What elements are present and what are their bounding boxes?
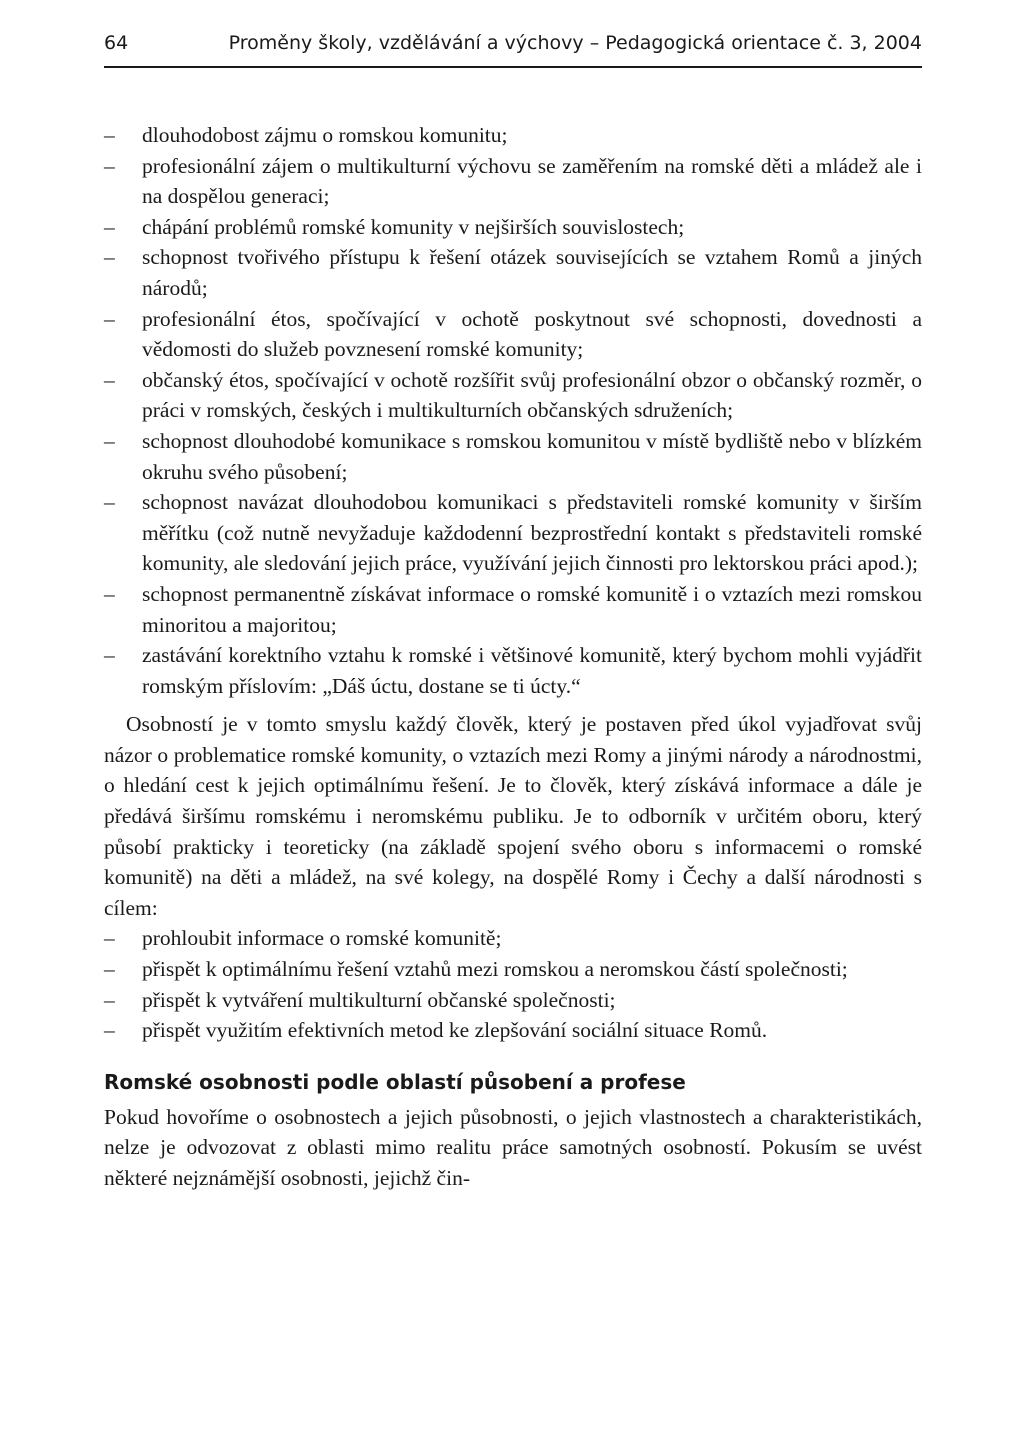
list-item: – přispět využitím efektivních metod ke zlepšování sociální situace Romů. [104,1015,922,1046]
list-item: – schopnost permanentně získávat informace o romské komunitě i o vztazích mezi romskou minoritou a majoritou; [104,579,922,640]
goals-list [104,923,922,1045]
list-item: – přispět k vytváření multikulturní občanské společnosti; [104,985,922,1016]
section-heading: Romské osobnosti podle oblastí působení a profese [104,1069,686,1094]
list-item: – přispět k optimálnímu řešení vztahů mezi romskou a neromskou částí společnosti; [104,954,922,985]
list-item: – profesionální étos, spočívající v ochotě poskytnout své schopnosti, dovednosti a vědomosti do služeb povznesení romské komunity; [104,304,922,365]
requirements-list [104,120,922,701]
paragraph: Pokud hovoříme o osobnostech a jejich působnosti, o jejich vlastnostech a charakteristikách, nelze je odvozovat z oblasti mimo realitu práce samotných osobností. Pokusím se uvést některé nejznámější osobnosti, jejichž čin- [104,1104,922,1190]
list-item: – zastávání korektního vztahu k romské i většinové komunitě, který bychom mohli vyjádřit romským příslovím: „Dáš úctu, dostane se ti úcty.“ [104,640,922,701]
list-item: – občanský étos, spočívající v ochotě rozšířit svůj profesionální obzor o občanský rozměr, o práci v romských, českých i multikulturních občanských sdruženích; [104,365,922,426]
header-rule [104,66,922,68]
list-item: – schopnost tvořivého přístupu k řešení otázek souvisejících se vztahem Romů a jiných národů; [104,242,922,303]
list-item: – dlouhodobost zájmu o romskou komunitu; [104,120,922,151]
journal-title: Proměny školy, vzdělávání a výchovy – Pedagogická orientace č. 3, 2004 [228,32,922,54]
list-item: – chápání problémů romské komunity v nejširších souvislostech; [104,212,922,243]
page-number: 64 [104,32,129,54]
document-page [104,0,922,1432]
running-header [104,30,922,64]
list-item: – schopnost navázat dlouhodobou komunikaci s představiteli romské komunity v širším měřítku (což nutně nevyžaduje každodenní bezprostřední kontakt s představiteli romské komunity, ale sledování jejich práce, využívání jejich činnosti pro lektorskou práci apod.); [104,487,922,579]
list-item: – prohloubit informace o romské komunitě; [104,923,922,954]
body-text [104,120,922,1194]
paragraph: Osobností je v tomto smyslu každý člověk, který je postaven před úkol vyjadřovat svůj názor o problematice romské komunity, o vztazích mezi Romy a jinými národy a národnostmi, o hledání cest k jejich optimálnímu řešení. Je to člověk, který získává informace a dále je předává širšímu romskému i neromskému publiku. Je to odborník v určitém oboru, který působí prakticky i teoreticky (na základě spojení svého oboru s informacemi o romské komunitě) na děti a mládež, na své kolegy, na dospělé Romy i Čechy a další národnosti s cílem: [104,712,922,920]
list-item: – schopnost dlouhodobé komunikace s romskou komunitou v místě bydliště nebo v blízkém okruhu svého působení; [104,426,922,487]
list-item: – profesionální zájem o multikulturní výchovu se zaměřením na romské děti a mládež ale i na dospělou generaci; [104,151,922,212]
